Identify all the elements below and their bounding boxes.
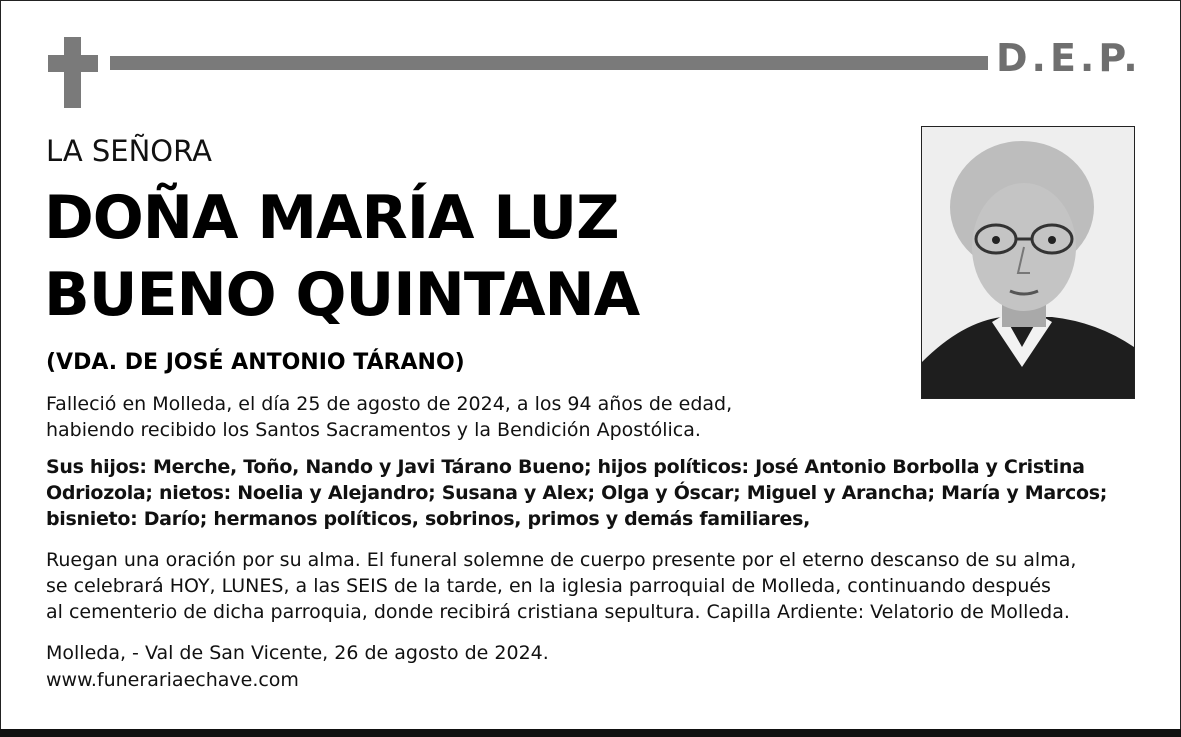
dep-label: D.E.P. — [996, 36, 1142, 80]
deceased-name-line2: BUENO QUINTANA — [44, 260, 640, 330]
family-line: Sus hijos: Merche, Toño, Nando y Javi Tárano Bueno; hijos políticos: José Antonio Borbolla y Cristina — [46, 456, 1085, 478]
portrait-photo — [921, 126, 1135, 399]
funeral-details — [46, 547, 1076, 625]
death-notice-line: Falleció en Molleda, el día 25 de agosto de 2024, a los 94 años de edad, — [46, 393, 733, 415]
death-notice-line: habiendo recibido los Santos Sacramentos y la Bendición Apostólica. — [46, 419, 701, 441]
funeral-home-website[interactable]: www.funerariaechave.com — [46, 669, 299, 691]
funeral-line: se celebrará HOY, LUNES, a las SEIS de la tarde, en la iglesia parroquial de Molleda, continuando después — [46, 575, 1051, 597]
family-line: bisnieto: Darío; hermanos políticos, sobrinos, primos y demás familiares, — [46, 508, 811, 530]
family-line: Odriozola; nietos: Noelia y Alejandro; Susana y Alex; Olga y Óscar; Miguel y Arancha; María y Marcos; — [46, 482, 1108, 504]
funeral-line: al cementerio de dicha parroquia, donde recibirá cristiana sepultura. Capilla Ardiente: Velatorio de Molleda. — [46, 601, 1070, 623]
header-rule — [110, 56, 988, 70]
deceased-name-line1: DOÑA MARÍA LUZ — [44, 183, 619, 253]
family-list — [46, 454, 1107, 532]
death-notice — [46, 391, 732, 443]
funeral-line: Ruegan una oración por su alma. El funeral solemne de cuerpo presente por el eterno descanso de su alma, — [46, 549, 1077, 571]
place-date: Molleda, - Val de San Vicente, 26 de agosto de 2024. — [46, 642, 549, 664]
widow-note: (VDA. DE JOSÉ ANTONIO TÁRANO) — [46, 350, 465, 375]
bottom-bar — [0, 729, 1181, 737]
honorific: LA SEÑORA — [46, 134, 212, 168]
